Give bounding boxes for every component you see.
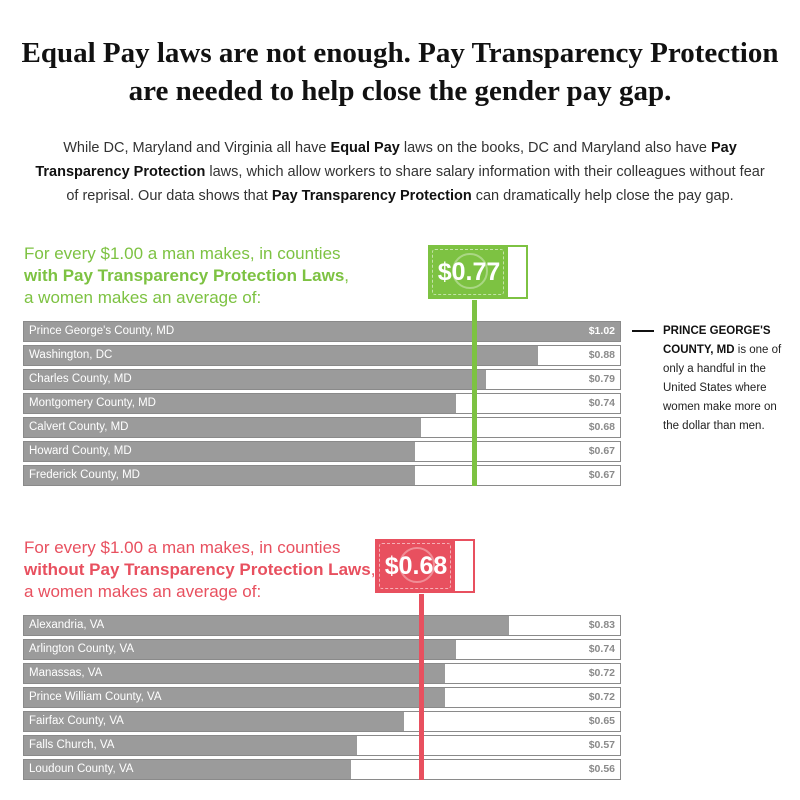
bar-category-label: Prince George's County, MD [29,325,175,337]
bar-category-label: Alexandria, VA [29,619,105,631]
bar-value-label: $0.74 [588,397,615,409]
without-laws-average-bill [375,539,475,593]
bar-row [23,615,621,636]
bar-row [23,369,621,390]
intro-bold-equal-pay: Equal Pay [330,140,400,156]
bar-value-label: $1.02 [588,325,615,337]
with-laws-average-marker [472,300,477,486]
bar-category-label: Frederick County, MD [29,469,140,481]
page-title: Equal Pay laws are not enough. Pay Transparency Protection are needed to help close the gender pay gap. [21,37,779,107]
bar-category-label: Arlington County, VA [29,643,135,655]
bar-category-label: Calvert County, MD [29,421,129,433]
bar-category-label: Manassas, VA [29,667,103,679]
bar-value-label: $0.72 [588,667,615,679]
bar-category-label: Falls Church, VA [29,739,115,751]
bar-value-label: $0.65 [588,715,615,727]
bar-row [23,759,621,780]
bar-value-label: $0.56 [588,763,615,775]
without-laws-average-amount: $0.68 [384,552,448,580]
bar-row [23,735,621,756]
bar-category-label: Washington, DC [29,349,113,361]
bar-category-label: Fairfax County, VA [29,715,124,727]
with-laws-bar-chart [23,321,621,486]
bar-value-label: $0.67 [588,469,615,481]
bar-value-label: $0.72 [588,691,615,703]
bar-row [23,663,621,684]
intro-paragraph: While DC, Maryland and Virginia all have Equal Pay laws on the books, DC and Maryland also have Pay Transparency Protection laws, which allow workers to share salary information with their colleagues without fear of reprisal. Our data shows that Pay Transparency Protection can dramatically help close the pay gap. [35,140,765,204]
with-laws-label: For every $1.00 a man makes, in counties with Pay Transparency Protection Laws, a women makes an average of: [24,244,350,307]
bar-value-label: $0.79 [588,373,615,385]
callout-pointer [632,330,654,332]
bar-category-label: Montgomery County, MD [29,397,156,409]
bar-row [23,687,621,708]
bar-category-label: Howard County, MD [29,445,132,457]
without-laws-bar-chart [23,615,621,780]
bar-value-label: $0.74 [588,643,615,655]
bar-row [23,441,621,462]
bar-value-label: $0.57 [588,739,615,751]
bar-row [23,639,621,660]
bar-category-label: Prince William County, VA [29,691,162,703]
bar-value-label: $0.88 [588,349,615,361]
bar-row [23,417,621,438]
bar-row [23,393,621,414]
bar-row [23,321,621,342]
intro-bold-pay-transparency: Pay Transparency Protection [35,140,737,180]
prince-georges-callout: PRINCE GEORGE'S COUNTY, MD is one of only a handful in the United States where women make more on the dollar than men. [663,325,782,432]
bar-value-label: $0.83 [588,619,615,631]
bar-value-label: $0.67 [588,445,615,457]
without-laws-label: For every $1.00 a man makes, in counties without Pay Transparency Protection Laws, a women makes an average of: [24,538,376,601]
with-laws-average-amount: $0.77 [437,258,501,286]
bar-row [23,465,621,486]
bar-category-label: Loudoun County, VA [29,763,134,775]
without-laws-average-marker [419,594,424,780]
with-laws-average-bill [428,245,528,299]
bar-row [23,345,621,366]
bar-category-label: Charles County, MD [29,373,132,385]
intro-bold-pay-transparency-2: Pay Transparency Protection [271,188,472,204]
bar-row [23,711,621,732]
bar-value-label: $0.68 [588,421,615,433]
